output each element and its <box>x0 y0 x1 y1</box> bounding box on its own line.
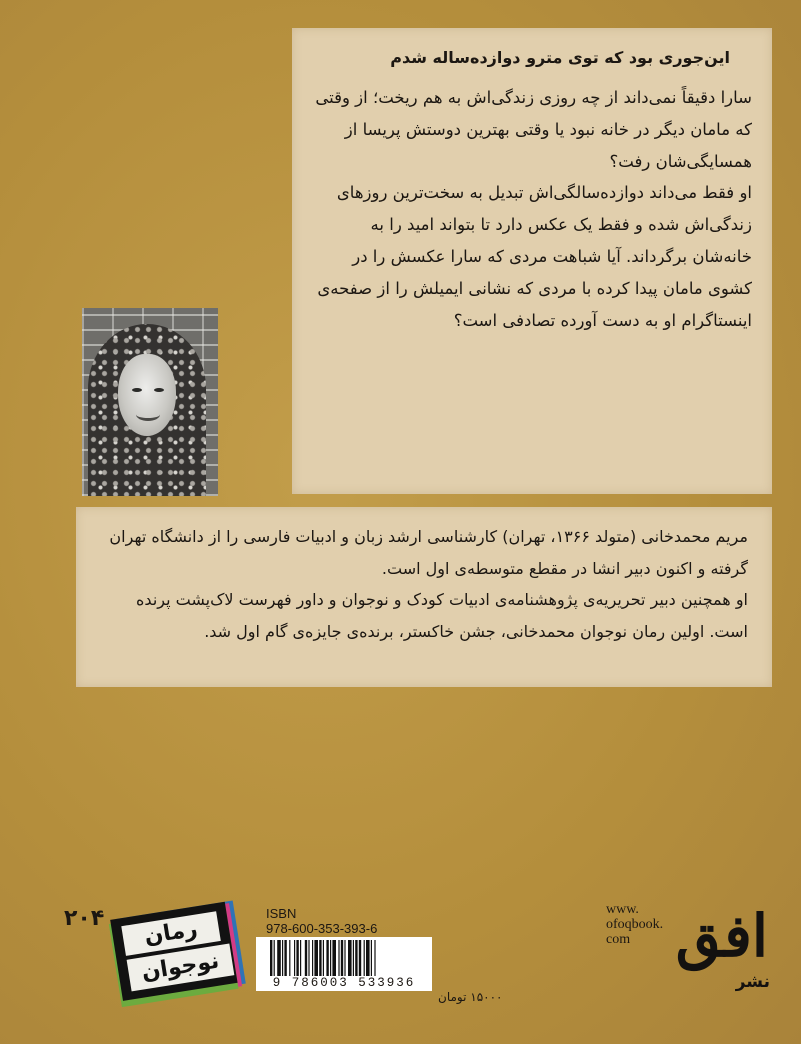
isbn-number: 978-600-353-393-6 <box>266 921 378 936</box>
barcode <box>256 937 432 991</box>
author-photo <box>82 308 218 496</box>
publisher-logo-label: نشر <box>735 972 770 992</box>
page-count: ۲۰۴ <box>64 906 105 931</box>
author-bio-panel <box>76 507 772 687</box>
barcode-bars <box>270 940 420 976</box>
synopsis-paragraph: سارا دقیقاً نمی‌داند از چه روزی زندگی‌اش به هم ریخت؛ از وقتی که مامان دیگر در خانه نبود یا وقتی بهترین دوستش پریسا از همسایگی‌شان رفت؟ <box>315 88 752 171</box>
series-logo-line1: رمان <box>121 911 221 956</box>
publisher-logo <box>672 900 772 1010</box>
synopsis-paragraph: او فقط می‌داند دوازده‌سالگی‌اش تبدیل به سخت‌ترین روزهای زندگی‌اش شده و فقط یک عکس دارد تا بتواند امید را به خانه‌شان برگرداند. آیا شباهت مردی که سارا عکسش را در کشوی مامان پیدا کرده با مردی که نشانی ایمیلش را از صفحه‌ی اینستاگرام او به دست آورده تصادفی است؟ <box>317 183 752 330</box>
publisher-website-line: ofoqbook. <box>606 917 664 932</box>
isbn-label: ISBN <box>266 906 297 921</box>
author-bio-text <box>98 521 748 647</box>
bio-paragraph: مریم محمدخانی (متولد ۱۳۶۶، تهران) کارشناسی ارشد زبان و ادبیات فارسی را از دانشگاه تهران گرفته و اکنون دبیر انشا در مقطع متوسطه‌ی اول است. <box>109 527 748 578</box>
publisher-website-line: com <box>606 932 631 947</box>
bio-paragraph: او همچنین دبیر تحریریه‌ی پژوهشنامه‌ی ادبیات کودک و نوجوان و داور فهرست لاک‌پشت پرنده است. اولین رمان نوجوان محمدخانی، جشن خاکستر، برنده‌ی جایزه‌ی گام اول شد. <box>136 590 748 641</box>
price-label: ۱۵۰۰۰ تومان <box>438 990 503 1004</box>
publisher-website-line: www. <box>606 902 639 917</box>
publisher-website <box>606 902 663 947</box>
synopsis-title: این‌جوری بود که توی مترو دوازده‌ساله شدم <box>390 48 730 67</box>
barcode-digits: 9 786003 533936 <box>272 976 416 990</box>
synopsis-text <box>310 82 752 336</box>
synopsis-panel <box>292 28 772 494</box>
series-logo <box>106 899 246 1006</box>
publisher-logo-name: افق <box>675 902 768 970</box>
series-logo-line2: نوجوان <box>127 944 235 992</box>
